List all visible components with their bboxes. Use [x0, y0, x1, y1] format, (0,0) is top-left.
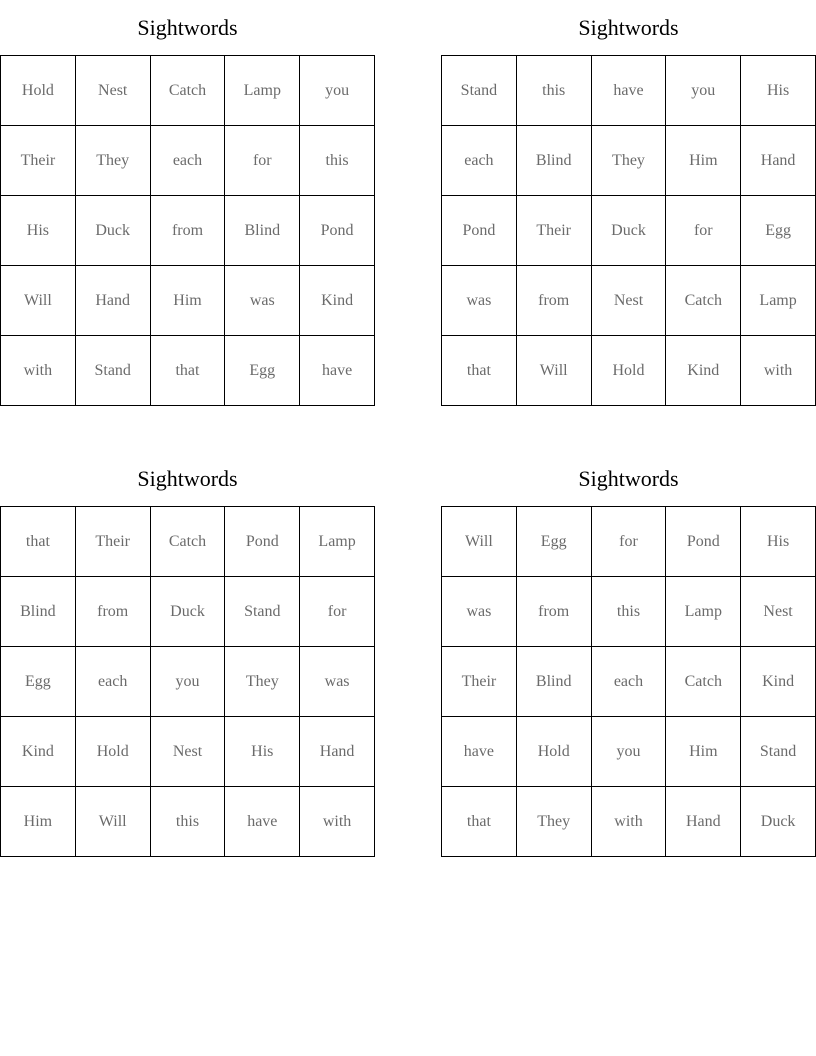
- bingo-card: [0, 0, 375, 406]
- grid-cell: Nest: [150, 717, 225, 787]
- grid-cell: that: [442, 336, 517, 406]
- grid-cell: They: [516, 787, 591, 857]
- grid-cell: with: [741, 336, 816, 406]
- grid-cell: Him: [666, 717, 741, 787]
- grid-row: [442, 336, 816, 406]
- grid-cell: Hand: [75, 266, 150, 336]
- grid-cell: for: [300, 577, 375, 647]
- grid-cell: Kind: [300, 266, 375, 336]
- bingo-grid: [0, 55, 375, 406]
- grid-cell: Will: [442, 507, 517, 577]
- grid-cell: Lamp: [666, 577, 741, 647]
- grid-cell: Him: [1, 787, 76, 857]
- grid-row: [1, 336, 375, 406]
- grid-cell: Him: [666, 126, 741, 196]
- grid-row: [1, 787, 375, 857]
- grid-cell: you: [300, 56, 375, 126]
- grid-cell: Catch: [666, 647, 741, 717]
- grid-row: [442, 196, 816, 266]
- grid-row: [442, 56, 816, 126]
- grid-cell: you: [666, 56, 741, 126]
- grid-cell: Pond: [225, 507, 300, 577]
- grid-cell: that: [442, 787, 517, 857]
- grid-cell: Egg: [516, 507, 591, 577]
- grid-cell: They: [225, 647, 300, 717]
- grid-cell: Lamp: [300, 507, 375, 577]
- grid-row: [442, 717, 816, 787]
- grid-cell: Pond: [666, 507, 741, 577]
- grid-cell: Duck: [150, 577, 225, 647]
- grid-cell: Egg: [225, 336, 300, 406]
- grid-cell: Their: [516, 196, 591, 266]
- grid-cell: Blind: [225, 196, 300, 266]
- grid-cell: with: [591, 787, 666, 857]
- grid-row: [442, 266, 816, 336]
- grid-cell: Duck: [591, 196, 666, 266]
- grid-cell: was: [300, 647, 375, 717]
- grid-cell: Hold: [75, 717, 150, 787]
- grid-cell: was: [442, 577, 517, 647]
- grid-cell: have: [591, 56, 666, 126]
- grid-cell: Hold: [1, 56, 76, 126]
- grid-cell: Egg: [1, 647, 76, 717]
- grid-row: [1, 196, 375, 266]
- grid-cell: Duck: [75, 196, 150, 266]
- grid-row: [442, 126, 816, 196]
- grid-cell: Catch: [150, 56, 225, 126]
- grid-cell: this: [516, 56, 591, 126]
- grid-cell: for: [666, 196, 741, 266]
- grid-cell: Hold: [516, 717, 591, 787]
- grid-cell: each: [442, 126, 517, 196]
- grid-row: [1, 507, 375, 577]
- grid-cell: Nest: [741, 577, 816, 647]
- grid-cell: each: [75, 647, 150, 717]
- grid-cell: for: [225, 126, 300, 196]
- grid-row: [1, 717, 375, 787]
- grid-row: [1, 647, 375, 717]
- grid-row: [442, 787, 816, 857]
- grid-cell: Egg: [741, 196, 816, 266]
- grid-cell: Hand: [741, 126, 816, 196]
- grid-row: [1, 56, 375, 126]
- grid-cell: Hand: [666, 787, 741, 857]
- grid-cell: Stand: [225, 577, 300, 647]
- bingo-grid: [441, 55, 816, 406]
- grid-cell: have: [442, 717, 517, 787]
- grid-cell: was: [225, 266, 300, 336]
- grid-cell: from: [75, 577, 150, 647]
- grid-row: [442, 577, 816, 647]
- bingo-grid: [0, 506, 375, 857]
- grid-cell: this: [300, 126, 375, 196]
- grid-cell: from: [150, 196, 225, 266]
- grid-cell: Pond: [442, 196, 517, 266]
- grid-cell: Hold: [591, 336, 666, 406]
- grid-cell: that: [150, 336, 225, 406]
- grid-row: [1, 126, 375, 196]
- grid-cell: this: [591, 577, 666, 647]
- grid-cell: Lamp: [225, 56, 300, 126]
- grid-cell: Their: [75, 507, 150, 577]
- grid-cell: Blind: [516, 647, 591, 717]
- grid-cell: Stand: [741, 717, 816, 787]
- grid-cell: Nest: [75, 56, 150, 126]
- grid-cell: Duck: [741, 787, 816, 857]
- grid-cell: Him: [150, 266, 225, 336]
- grid-cell: you: [150, 647, 225, 717]
- grid-cell: Will: [516, 336, 591, 406]
- grid-cell: His: [225, 717, 300, 787]
- grid-cell: Their: [442, 647, 517, 717]
- grid-cell: you: [591, 717, 666, 787]
- grid-cell: Kind: [1, 717, 76, 787]
- grid-cell: each: [150, 126, 225, 196]
- card-title: Sightwords: [578, 15, 679, 40]
- grid-cell: Stand: [75, 336, 150, 406]
- grid-cell: with: [300, 787, 375, 857]
- grid-cell: They: [591, 126, 666, 196]
- grid-row: [1, 577, 375, 647]
- grid-cell: Will: [75, 787, 150, 857]
- card-title: Sightwords: [578, 466, 679, 491]
- grid-cell: from: [516, 266, 591, 336]
- grid-cell: Kind: [741, 647, 816, 717]
- grid-cell: with: [1, 336, 76, 406]
- grid-cell: Blind: [516, 126, 591, 196]
- grid-cell: Will: [1, 266, 76, 336]
- grid-cell: Nest: [591, 266, 666, 336]
- grid-cell: Pond: [300, 196, 375, 266]
- grid-cell: Stand: [442, 56, 517, 126]
- grid-cell: Catch: [666, 266, 741, 336]
- bingo-grid: [441, 506, 816, 857]
- grid-cell: was: [442, 266, 517, 336]
- grid-cell: have: [300, 336, 375, 406]
- grid-cell: this: [150, 787, 225, 857]
- grid-row: [1, 266, 375, 336]
- grid-cell: Lamp: [741, 266, 816, 336]
- grid-cell: His: [1, 196, 76, 266]
- grid-cell: Their: [1, 126, 76, 196]
- grid-row: [442, 647, 816, 717]
- grid-cell: that: [1, 507, 76, 577]
- grid-cell: His: [741, 56, 816, 126]
- grid-cell: Catch: [150, 507, 225, 577]
- bingo-card: [441, 451, 816, 857]
- card-title: Sightwords: [137, 466, 238, 491]
- grid-cell: They: [75, 126, 150, 196]
- grid-cell: Hand: [300, 717, 375, 787]
- grid-cell: Kind: [666, 336, 741, 406]
- grid-cell: His: [741, 507, 816, 577]
- grid-cell: have: [225, 787, 300, 857]
- bingo-card: [0, 451, 375, 857]
- bingo-card: [441, 0, 816, 406]
- card-title: Sightwords: [137, 15, 238, 40]
- grid-cell: Blind: [1, 577, 76, 647]
- grid-cell: for: [591, 507, 666, 577]
- grid-cell: each: [591, 647, 666, 717]
- grid-cell: from: [516, 577, 591, 647]
- grid-row: [442, 507, 816, 577]
